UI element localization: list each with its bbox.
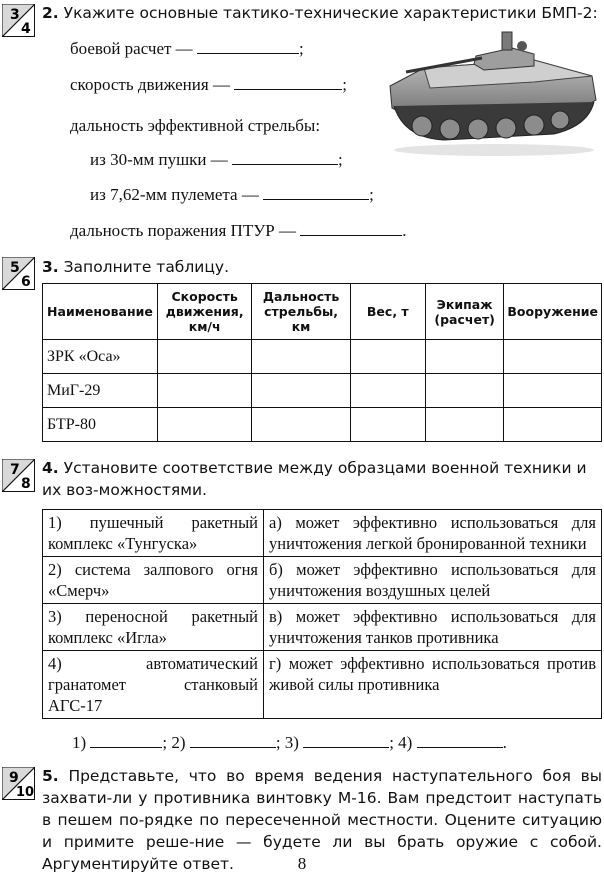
svg-text:6: 6 [21,274,31,290]
mg-line: из 7,62-мм пулемета — ; [90,185,374,204]
svg-text:7: 7 [10,462,20,478]
answer-cell[interactable] [252,340,350,374]
task-4-answers: 1) ; 2) ; 3) ; 4) . [72,733,507,752]
answer-cell[interactable] [157,340,252,374]
left-item: 1) пушечный ракетный комплекс «Тунгуска» [43,510,264,557]
crew-answer-blank[interactable] [197,39,299,54]
table-row [43,374,602,408]
svg-text:9: 9 [9,770,19,786]
answer-cell[interactable] [350,340,425,374]
table-row [43,408,602,442]
task-badge-3 [2,257,35,290]
answer-cell[interactable] [252,374,350,408]
badge-top: 3 [10,7,20,23]
task-4-matching-table [42,509,602,719]
gun-answer-blank[interactable] [232,150,338,165]
col-header: Наименование [43,284,158,340]
answer-cell[interactable] [350,408,425,442]
task-number: 2. [42,4,59,22]
answer-cell[interactable] [504,408,602,442]
answer-cell[interactable] [350,374,425,408]
answer-blank-4[interactable] [417,733,503,748]
mg-answer-blank[interactable] [263,185,369,200]
task-text: Укажите основные тактико-технические характеристики БМП-2: [63,4,598,22]
atgm-line: дальность поражения ПТУР — . [70,221,407,240]
task-badge-2 [2,4,35,37]
crew-line: боевой расчет — ; [70,39,304,58]
answer-cell[interactable] [425,374,504,408]
row-label: ЗРК «Оса» [43,340,158,374]
table-row [43,557,602,604]
task-3-table [42,283,602,442]
range-heading: дальность эффективной стрельбы: [70,116,321,135]
right-item: в) может эффективно использоваться для уничтожения танков противника [264,604,602,651]
col-header: Скорость движения, км/ч [157,284,252,340]
answer-cell[interactable] [425,340,504,374]
answer-cell[interactable] [504,374,602,408]
answer-blank-2[interactable] [190,733,276,748]
table-row [43,510,602,557]
svg-text:8: 8 [21,476,31,492]
svg-text:10: 10 [16,785,35,800]
right-item: г) может эффективно использоваться против живой силы противника [264,651,602,719]
table-row [43,651,602,719]
atgm-answer-blank[interactable] [300,221,402,236]
answer-blank-1[interactable] [90,733,162,748]
col-header: Вес, т [350,284,425,340]
col-header: Экипаж (расчет) [425,284,504,340]
answer-cell[interactable] [157,374,252,408]
task-badge-5 [2,767,35,800]
answer-cell[interactable] [252,408,350,442]
table-row [43,604,602,651]
task-2-prompt [42,2,602,24]
right-item: б) может эффективно использоваться для уничтожения воздушных целей [264,557,602,604]
col-header: Вооружение [504,284,602,340]
row-label: БТР-80 [43,408,158,442]
left-item: 3) переносной ракетный комплекс «Игла» [43,604,264,651]
gun-line: из 30-мм пушки — ; [90,150,343,169]
col-header: Дальность стрельбы, км [252,284,350,340]
task-badge-4 [2,459,35,492]
left-item: 2) система залпового огня «Смерч» [43,557,264,604]
left-item: 4) автоматический гранатомет станковый АГС-17 [43,651,264,719]
bmp-2-image [384,26,602,158]
task-5-prompt: 5. Представьте, что во время ведения наступательного боя вы захвати-ли у противника винтовку М-16. Вам предстоит наступать в пешем по-рядке по пересеченной местности. Оцените ситуацию и примите реше-ние — будете ли вы брать оружие с собой. Аргументируйте ответ. [42,767,602,873]
svg-text:5: 5 [10,260,20,276]
task-3-prompt: 3. Заполните таблицу. [42,258,230,276]
task-4-prompt: 4. Установите соответствие между образцами военной техники и их воз-можностями. [42,459,587,499]
badge-bottom: 4 [21,21,31,37]
right-item: а) может эффективно использоваться для уничтожения легкой бронированной техники [264,510,602,557]
answer-cell[interactable] [425,408,504,442]
table-header-row [43,284,602,340]
answer-cell[interactable] [504,340,602,374]
answer-blank-3[interactable] [303,733,389,748]
answer-cell[interactable] [157,408,252,442]
speed-line: скорость движения — ; [70,75,347,94]
table-row [43,340,602,374]
speed-answer-blank[interactable] [234,75,342,90]
row-label: МиГ-29 [43,374,158,408]
page-number: 8 [297,854,307,873]
